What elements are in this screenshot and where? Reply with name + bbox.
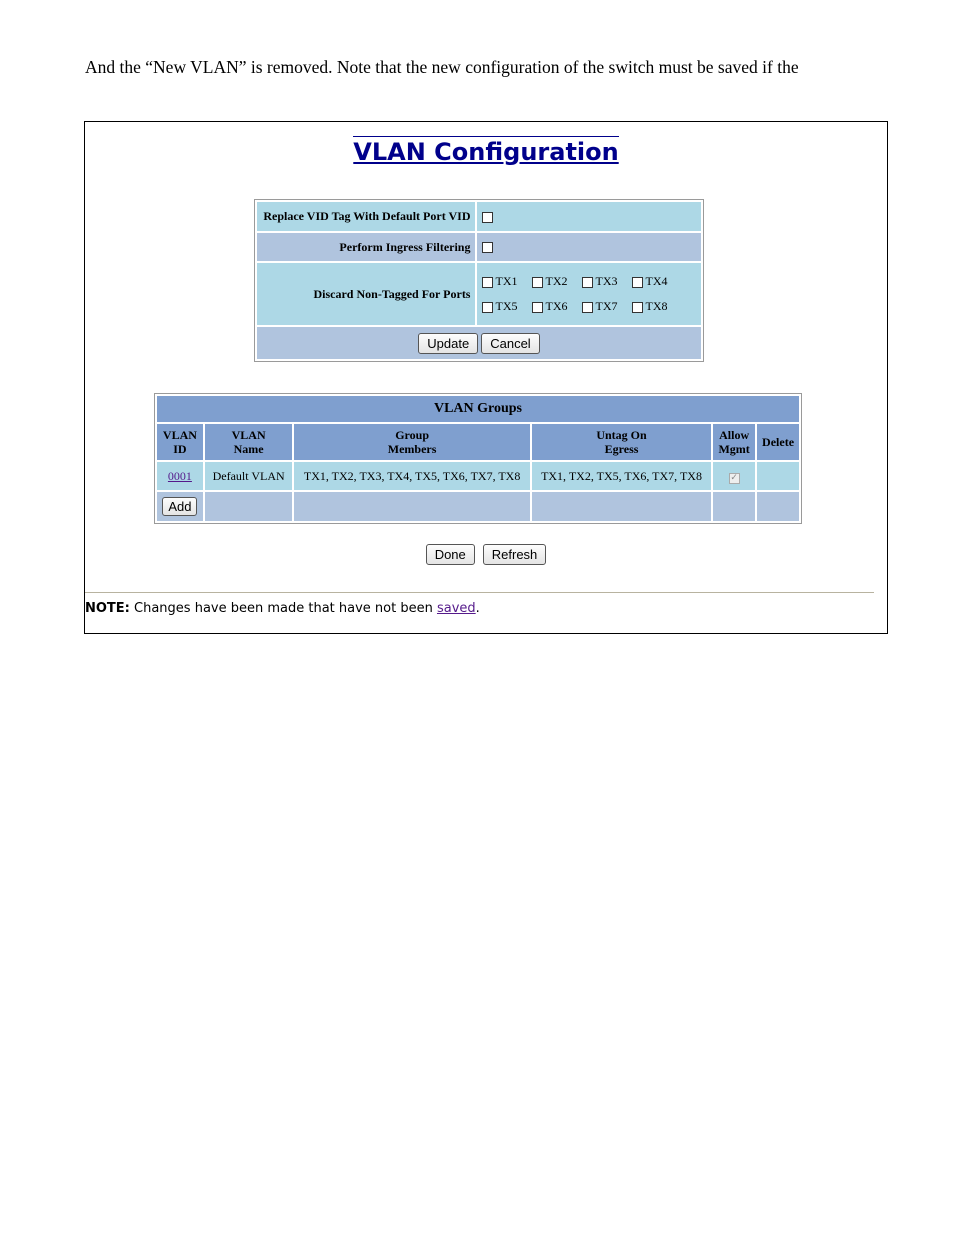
port-checkbox[interactable]	[532, 277, 543, 288]
port-checkbox[interactable]	[582, 302, 593, 313]
refresh-button[interactable]: Refresh	[483, 544, 547, 565]
port-checkbox[interactable]	[582, 277, 593, 288]
col-vlan-id: VLAN ID	[157, 424, 203, 460]
port-option-tx8[interactable]: TX8	[632, 299, 682, 314]
vlan-settings-table	[254, 199, 704, 362]
replace-vid-label: Replace VID Tag With Default Port VID	[257, 202, 475, 231]
vlan-groups-table	[154, 393, 802, 524]
port-checkbox[interactable]	[482, 302, 493, 313]
allow-mgmt-checkbox: ✓	[730, 472, 738, 483]
port-checkbox[interactable]	[532, 302, 543, 313]
cancel-button[interactable]: Cancel	[481, 333, 539, 354]
port-checkbox[interactable]	[482, 277, 493, 288]
port-option-tx6[interactable]: TX6	[532, 299, 582, 314]
vlan-id-link[interactable]: 0001	[167, 468, 192, 483]
discard-untagged-label: Discard Non-Tagged For Ports	[257, 263, 475, 325]
page-title-wrap	[85, 136, 887, 167]
col-allow-mgmt: Allow Mgmt	[713, 424, 755, 460]
delete-cell	[757, 462, 799, 490]
table-row	[157, 462, 799, 490]
col-delete: Delete	[757, 424, 799, 460]
untag-egress-cell: TX1, TX2, TX5, TX6, TX7, TX8	[532, 462, 711, 490]
page-title: VLAN Configuration	[353, 138, 619, 166]
port-option-tx4[interactable]: TX4	[632, 274, 682, 289]
page-actions	[85, 544, 887, 565]
group-members-cell: TX1, TX2, TX3, TX4, TX5, TX6, TX7, TX8	[294, 462, 529, 490]
note-text: Changes have been made that have not been	[129, 601, 437, 616]
replace-vid-checkbox[interactable]	[482, 212, 493, 223]
vlan-name-cell: Default VLAN	[205, 462, 293, 490]
vlan-config-frame	[84, 121, 888, 634]
port-option-tx7[interactable]: TX7	[582, 299, 632, 314]
col-untag-egress: Untag On Egress	[532, 424, 711, 460]
document-intro-text: And the “New VLAN” is removed. Note that the new configuration of the switch must be saved if the	[85, 57, 799, 77]
port-option-tx2[interactable]: TX2	[532, 274, 582, 289]
update-button[interactable]: Update	[418, 333, 478, 354]
vlan-groups-title: VLAN Groups	[157, 396, 799, 422]
saved-link[interactable]: saved	[436, 601, 476, 616]
port-option-tx5[interactable]: TX5	[482, 299, 532, 314]
note-prefix: NOTE:	[85, 601, 130, 616]
add-row	[157, 492, 799, 521]
unsaved-note	[85, 601, 480, 616]
done-button[interactable]: Done	[426, 544, 475, 565]
port-option-tx3[interactable]: TX3	[582, 274, 632, 289]
port-checkbox[interactable]	[632, 302, 643, 313]
ingress-filter-checkbox[interactable]	[482, 242, 493, 253]
discard-ports-cell	[477, 263, 701, 325]
config-actions	[257, 327, 701, 359]
port-checkbox[interactable]	[632, 277, 643, 288]
ingress-filter-label: Perform Ingress Filtering	[257, 233, 475, 261]
add-button[interactable]: Add	[162, 497, 197, 516]
divider	[85, 592, 874, 593]
port-option-tx1[interactable]: TX1	[482, 274, 532, 289]
note-suffix: .	[475, 601, 480, 616]
col-vlan-name: VLAN Name	[205, 424, 293, 460]
col-group-members: Group Members	[294, 424, 529, 460]
